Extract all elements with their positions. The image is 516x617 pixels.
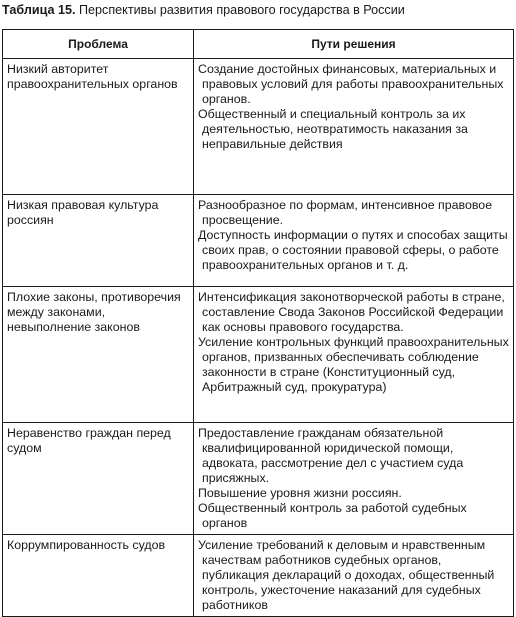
table-caption-title: Перспективы развития правового государства в России bbox=[79, 3, 405, 17]
table-row bbox=[3, 59, 514, 195]
perspectives-table bbox=[2, 29, 514, 617]
solution-item: Доступность информации о путях и способах защиты своих прав, о состоянии правовой сферы, о работе правоохранительных органов и т. д. bbox=[198, 228, 508, 272]
solution-item: Повышение уровня жизни россиян. bbox=[198, 486, 402, 500]
solution-cell bbox=[194, 535, 514, 617]
solution-item: Общественный и специальный контроль за их деятельностью, неотвратимость наказания за неправильные действия bbox=[198, 107, 468, 151]
solution-item: Предоставление гражданам обязательной квалифицированной юридической помощи, адвоката, рассмотрение дел с участием суда присяжных. bbox=[198, 426, 464, 485]
problem-cell: Низкая правовая культура россиян bbox=[3, 195, 194, 287]
table-caption bbox=[2, 2, 405, 18]
solution-cell bbox=[194, 423, 514, 535]
solution-item: Разнообразное по формам, интенсивное правовое просвещение. bbox=[198, 198, 493, 227]
problem-cell: Коррумпированность судов bbox=[3, 535, 194, 617]
problem-cell: Низкий авторитет правоохранительных органов bbox=[3, 59, 194, 195]
solution-cell bbox=[194, 59, 514, 195]
table-row bbox=[3, 195, 514, 287]
solution-item: Усиление требований к деловым и нравственным качествам работников судебных органов, публикация деклараций о доходах, общественный контроль, ужесточение наказаний для судебных работников bbox=[198, 538, 495, 612]
problem-cell: Плохие законы, противоречия между законами, невыполнение законов bbox=[3, 287, 194, 423]
table-header-row bbox=[3, 30, 514, 59]
header-solution: Пути решения bbox=[194, 30, 514, 59]
header-problem: Проблема bbox=[3, 30, 194, 59]
table-row bbox=[3, 423, 514, 535]
table-caption-label: Таблица 15. bbox=[2, 3, 76, 17]
solution-item: Общественный контроль за работой судебных органов bbox=[198, 501, 467, 530]
solution-item: Усиление контрольных функций правоохранительных органов, призванных обеспечивать соблюдение законности в стране (Конституционный суд, Арбитражный суд, прокуратура) bbox=[198, 335, 509, 394]
solution-item: Интенсификация законотворческой работы в стране, составление Свода Законов Российской Федерации как основы правового государства. bbox=[198, 290, 505, 334]
solution-item: Создание достойных финансовых, материальных и правовых условий для работы правоохранительных органов. bbox=[198, 62, 504, 106]
table-row bbox=[3, 535, 514, 617]
solution-cell bbox=[194, 195, 514, 287]
problem-cell: Неравенство граждан перед судом bbox=[3, 423, 194, 535]
table-row bbox=[3, 287, 514, 423]
solution-cell bbox=[194, 287, 514, 423]
